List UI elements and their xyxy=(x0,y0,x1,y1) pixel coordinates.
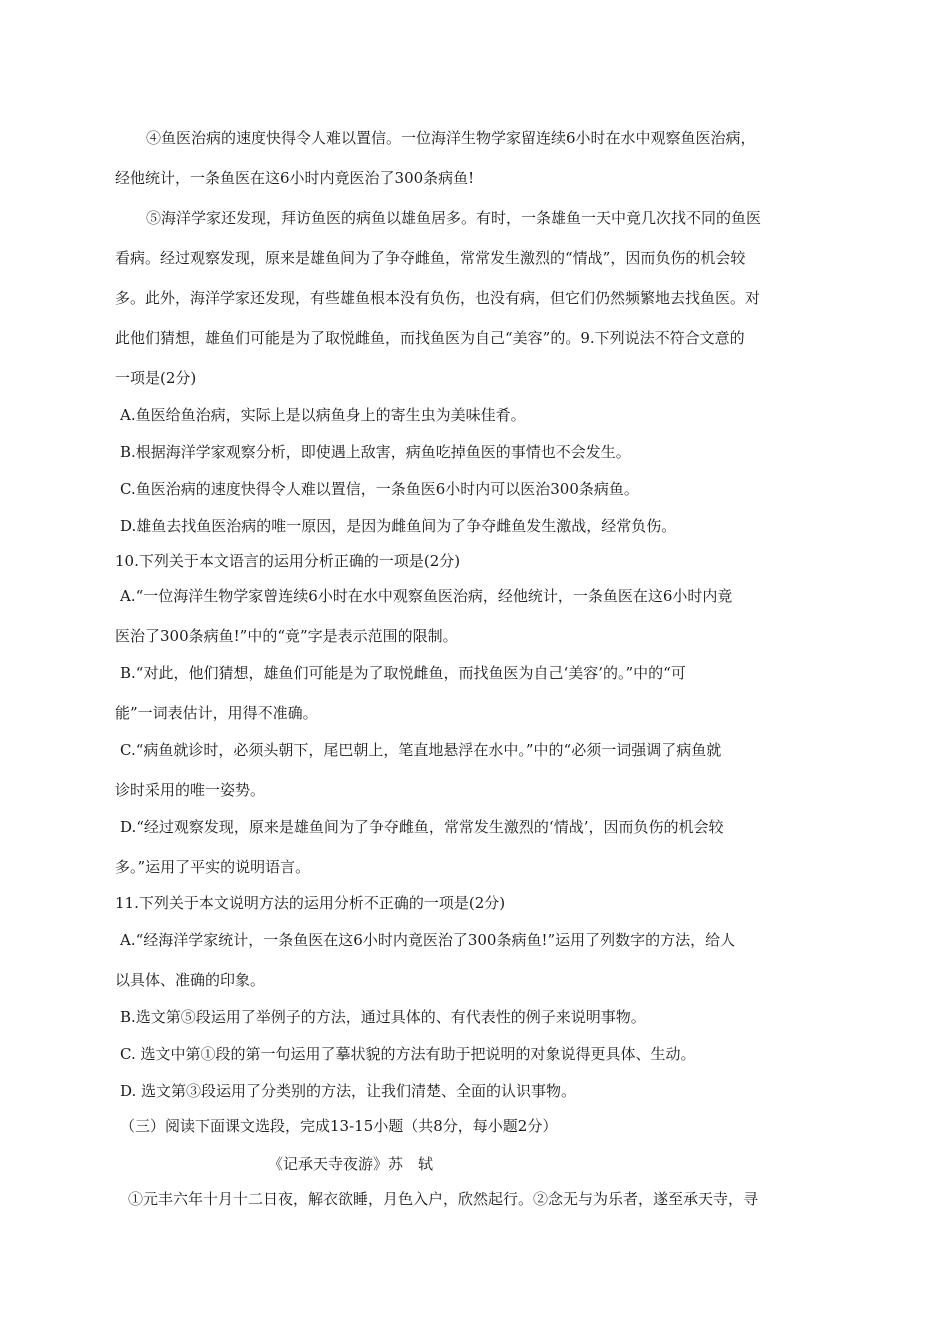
question-10-option-b-line-1: B.“对此，他们猜想，雄鱼们可能是为了取悦雌鱼，而找鱼医为自己‘美容’的。”中的“可 xyxy=(120,664,686,682)
question-9-option-a: A.鱼医给鱼治病，实际上是以病鱼身上的寄生虫为美味佳肴。 xyxy=(120,406,526,424)
section-3-heading: （三）阅读下面课文选段，完成13-15小题（共8分，每小题2分） xyxy=(120,1117,558,1135)
paragraph-5-line-1: ⑤海洋学家还发现，拜访鱼医的病鱼以雄鱼居多。有时，一条雄鱼一天中竟几次找不同的鱼医 xyxy=(146,209,762,227)
question-10-option-c-line-2: 诊时采用的唯一姿势。 xyxy=(115,781,266,799)
question-11-stem: 11.下列关于本文说明方法的运用分析不正确的一项是(2分) xyxy=(115,894,506,912)
question-10-option-a-line-1: A.“一位海洋生物学家曾连续6小时在水中观察鱼医治病，经他统计，一条鱼医在这6小时内竟 xyxy=(120,587,733,605)
question-10-option-d-line-1: D.“经过观察发现，原来是雄鱼间为了争夺雌鱼，常常发生激烈的‘情战’，因而负伤的机会较 xyxy=(120,818,724,836)
passage-line-1: ①元丰六年十月十二日夜，解衣欲睡，月色入户，欣然起行。②念无与为乐者，遂至承天寺，寻 xyxy=(128,1190,759,1208)
question-11-option-d: D. 选文第③段运用了分类别的方法，让我们清楚、全面的认识事物。 xyxy=(120,1082,577,1100)
question-10-option-c-line-1: C.“病鱼就诊时，必须头朝下，尾巴朝上，笔直地悬浮在水中。”中的“必须一词强调了病鱼就 xyxy=(120,741,722,759)
paragraph-5-line-3: 多。此外，海洋学家还发现，有些雄鱼根本没有负伤，也没有病，但它们仍然频繁地去找鱼医。对 xyxy=(115,289,761,307)
question-9-option-b: B.根据海洋学家观察分析，即使遇上敌害，病鱼吃掉鱼医的事情也不会发生。 xyxy=(120,443,631,461)
question-11-option-b: B.选文第⑤段运用了举例子的方法，通过具体的、有代表性的例子来说明事物。 xyxy=(120,1008,646,1026)
paragraph-4-line-2: 经他统计，一条鱼医在这6小时内竟医治了300条病鱼! xyxy=(115,169,475,187)
question-10-option-d-line-2: 多。”运用了平实的说明语言。 xyxy=(115,858,311,876)
paragraph-5-line-4: 此他们猜想，雄鱼们可能是为了取悦雌鱼，而找鱼医为自己“美容”的。9.下列说法不符合文意的 xyxy=(115,329,745,347)
passage-title: 《记承天寺夜游》苏 轼 xyxy=(268,1155,434,1173)
question-11-option-a-line-1: A.“经海洋学家统计，一条鱼医在这6小时内竟医治了300条病鱼!”运用了列数字的方法，给人 xyxy=(120,931,736,949)
question-10-option-a-line-2: 医治了300条病鱼!”中的“竟”字是表示范围的限制。 xyxy=(115,627,458,645)
paragraph-4-line-1: ④鱼医治病的速度快得令人难以置信。一位海洋生物学家留连续6小时在水中观察鱼医治病， xyxy=(146,129,756,147)
paragraph-5-line-2: 看病。经过观察发现，原来是雄鱼间为了争夺雌鱼，常常发生激烈的“情战”，因而负伤的机会较 xyxy=(115,249,746,267)
question-10-stem: 10.下列关于本文语言的运用分析正确的一项是(2分) xyxy=(115,552,461,570)
question-11-option-a-line-2: 以具体、准确的印象。 xyxy=(115,971,266,989)
question-10-option-b-line-2: 能”一词表估计，用得不准确。 xyxy=(115,704,318,722)
question-9-stem: 一项是(2分) xyxy=(115,369,197,387)
question-9-option-d: D.雄鱼去找鱼医治病的唯一原因，是因为雌鱼间为了争夺雌鱼发生激战，经常负伤。 xyxy=(120,517,677,535)
question-11-option-c: C. 选文中第①段的第一句运用了摹状貌的方法有助于把说明的对象说得更具体、生动。 xyxy=(120,1045,696,1063)
question-9-option-c: C.鱼医治病的速度快得令人难以置信，一条鱼医6小时内可以医治300条病鱼。 xyxy=(120,480,639,498)
